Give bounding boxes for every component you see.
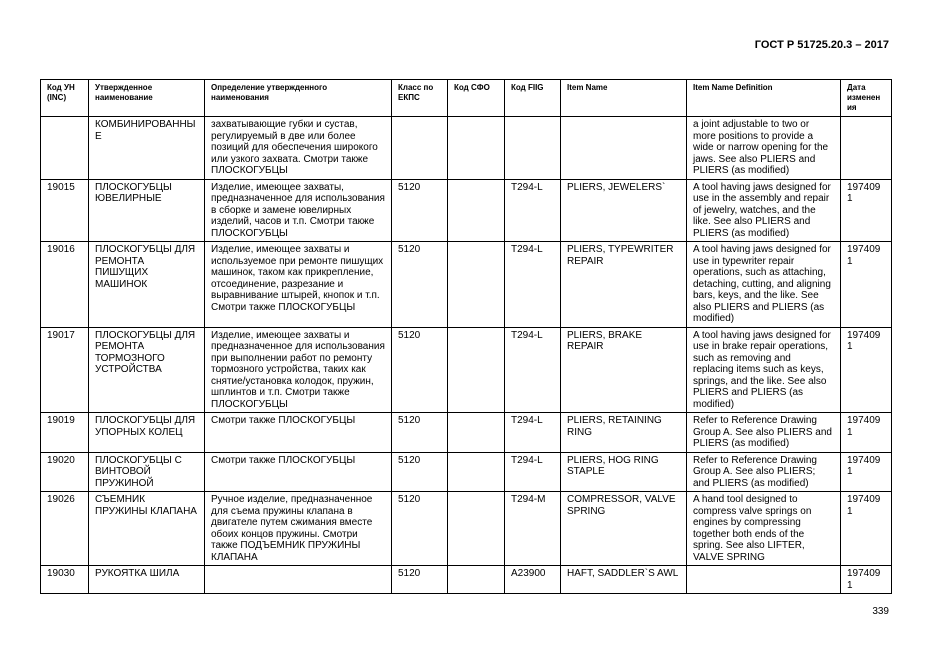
- cell-item-name: PLIERS, BRAKE REPAIR: [561, 327, 687, 413]
- column-header-inc: Код УН (INC): [41, 80, 89, 117]
- cell-item-name: PLIERS, HOG RING STAPLE: [561, 452, 687, 492]
- document-code: ГОСТ Р 51725.20.3 – 2017: [754, 39, 889, 51]
- cell-name: ПЛОСКОГУБЦЫ ЮВЕЛИРНЫЕ: [89, 179, 205, 242]
- cell-item-definition: A tool having jaws designed for use in brake repair operations, such as removing and replacing items such as keys, springs, and the like. See also PLIERS and PLIERS (as modified): [687, 327, 841, 413]
- catalog-table: [40, 79, 892, 594]
- cell-definition: Смотри также ПЛОСКОГУБЦЫ: [205, 452, 392, 492]
- cell-inc: [41, 117, 89, 180]
- cell-name: СЪЕМНИК ПРУЖИНЫ КЛАПАНА: [89, 492, 205, 566]
- table-row: [41, 327, 892, 413]
- cell-date: 1974091: [841, 327, 892, 413]
- cell-fiig: T294-L: [505, 327, 561, 413]
- cell-item-name: COMPRESSOR, VALVE SPRING: [561, 492, 687, 566]
- cell-item-definition: A tool having jaws designed for use in the assembly and repair of jewelry, watches, and the like. See also PLIERS and PLIERS (as modified): [687, 179, 841, 242]
- table-row: [41, 452, 892, 492]
- cell-inc: 19026: [41, 492, 89, 566]
- cell-fiig: T294-L: [505, 242, 561, 328]
- cell-inc: 19020: [41, 452, 89, 492]
- cell-item-name: HAFT, SADDLER`S AWL: [561, 566, 687, 594]
- column-header-name: Утвержденное наименование: [89, 80, 205, 117]
- cell-sfo: [448, 452, 505, 492]
- cell-name: ПЛОСКОГУБЦЫ ДЛЯ УПОРНЫХ КОЛЕЦ: [89, 413, 205, 453]
- cell-definition: Смотри также ПЛОСКОГУБЦЫ: [205, 413, 392, 453]
- column-header-sfo: Код СФО: [448, 80, 505, 117]
- cell-inc: 19019: [41, 413, 89, 453]
- table-row: [41, 566, 892, 594]
- cell-fiig: T294-L: [505, 452, 561, 492]
- table-row: [41, 179, 892, 242]
- cell-sfo: [448, 413, 505, 453]
- cell-sfo: [448, 492, 505, 566]
- column-header-item-definition: Item Name Definition: [687, 80, 841, 117]
- cell-fiig: T294-M: [505, 492, 561, 566]
- cell-name: РУКОЯТКА ШИЛА: [89, 566, 205, 594]
- column-header-date: Дата изменения: [841, 80, 892, 117]
- cell-sfo: [448, 327, 505, 413]
- cell-fiig: [505, 117, 561, 180]
- table-row: [41, 117, 892, 180]
- cell-item-definition: A tool having jaws designed for use in typewriter repair operations, such as attaching, detaching, cutting, and aligning bars, keys, and the like. See also PLIERS and PLIERS (as modified): [687, 242, 841, 328]
- cell-name: ПЛОСКОГУБЦЫ ДЛЯ РЕМОНТА ТОРМОЗНОГО УСТРОЙСТВА: [89, 327, 205, 413]
- cell-definition: Изделие, имеющее захваты и используемое при ремонте пишущих машинок, таком как прикрепление, отсоединение, разрезание и выравнивание штырей, кнопок и т.п. Смотри также ПЛОСКОГУБЦЫ: [205, 242, 392, 328]
- cell-sfo: [448, 566, 505, 594]
- table-row: [41, 492, 892, 566]
- cell-class: 5120: [392, 179, 448, 242]
- cell-definition: Ручное изделие, предназначенное для съема пружины клапана в двигателе путем сжимания вместе обоих концов пружины. Смотри также ПОДЪЕМНИК ПРУЖИНЫ КЛАПАНА: [205, 492, 392, 566]
- cell-sfo: [448, 242, 505, 328]
- cell-fiig: A23900: [505, 566, 561, 594]
- cell-item-definition: Refer to Reference Drawing Group A. See also PLIERS and PLIERS (as modified): [687, 413, 841, 453]
- cell-definition: захватывающие губки и сустав, регулируемый в две или более позиций для обеспечения широкого или узкого захвата. Смотри также ПЛОСКОГУБЦЫ: [205, 117, 392, 180]
- cell-fiig: T294-L: [505, 413, 561, 453]
- cell-item-definition: A hand tool designed to compress valve springs on engines by compressing together both ends of the spring. See also LIFTER, VALVE SPRING: [687, 492, 841, 566]
- cell-definition: Изделие, имеющее захваты и предназначенное для использования при выполнении работ по ремонту тормозного устройства, таких как снятие/установка колодок, пружин, шплинтов и т.п. Смотри также ПЛОСКОГУБЦЫ: [205, 327, 392, 413]
- cell-item-definition: Refer to Reference Drawing Group A. See also PLIERS; and PLIERS (as modified): [687, 452, 841, 492]
- cell-date: 1974091: [841, 452, 892, 492]
- cell-date: 1974091: [841, 242, 892, 328]
- cell-class: [392, 117, 448, 180]
- column-header-definition: Определение утвержденного наименования: [205, 80, 392, 117]
- cell-sfo: [448, 179, 505, 242]
- cell-definition: [205, 566, 392, 594]
- cell-date: 1974091: [841, 492, 892, 566]
- table-row: [41, 242, 892, 328]
- cell-inc: 19015: [41, 179, 89, 242]
- cell-class: 5120: [392, 566, 448, 594]
- cell-fiig: T294-L: [505, 179, 561, 242]
- cell-item-name: [561, 117, 687, 180]
- cell-date: 1974091: [841, 179, 892, 242]
- cell-class: 5120: [392, 492, 448, 566]
- cell-item-name: PLIERS, RETAINING RING: [561, 413, 687, 453]
- column-header-item-name: Item Name: [561, 80, 687, 117]
- column-header-class: Класс по ЕКПС: [392, 80, 448, 117]
- cell-name: КОМБИНИРОВАННЫЕ: [89, 117, 205, 180]
- cell-item-name: PLIERS, JEWELERS`: [561, 179, 687, 242]
- cell-date: [841, 117, 892, 180]
- cell-class: 5120: [392, 242, 448, 328]
- cell-inc: 19030: [41, 566, 89, 594]
- cell-date: 1974091: [841, 566, 892, 594]
- page-number: 339: [872, 606, 889, 617]
- cell-item-definition: [687, 566, 841, 594]
- table-header-row: [41, 80, 892, 117]
- cell-inc: 19017: [41, 327, 89, 413]
- table-row: [41, 413, 892, 453]
- cell-item-definition: a joint adjustable to two or more positions to provide a wide or narrow opening for the jaws. See also PLIERS and PLIERS (as modified): [687, 117, 841, 180]
- cell-sfo: [448, 117, 505, 180]
- cell-class: 5120: [392, 413, 448, 453]
- cell-inc: 19016: [41, 242, 89, 328]
- column-header-fiig: Код FIIG: [505, 80, 561, 117]
- cell-name: ПЛОСКОГУБЦЫ ДЛЯ РЕМОНТА ПИШУЩИХ МАШИНОК: [89, 242, 205, 328]
- cell-item-name: PLIERS, TYPEWRITER REPAIR: [561, 242, 687, 328]
- cell-name: ПЛОСКОГУБЦЫ С ВИНТОВОЙ ПРУЖИНОЙ: [89, 452, 205, 492]
- cell-class: 5120: [392, 327, 448, 413]
- cell-definition: Изделие, имеющее захваты, предназначенное для использования в сборке и замене ювелирных изделий, часов и т.п. Смотри также ПЛОСКОГУБЦЫ: [205, 179, 392, 242]
- cell-class: 5120: [392, 452, 448, 492]
- cell-date: 1974091: [841, 413, 892, 453]
